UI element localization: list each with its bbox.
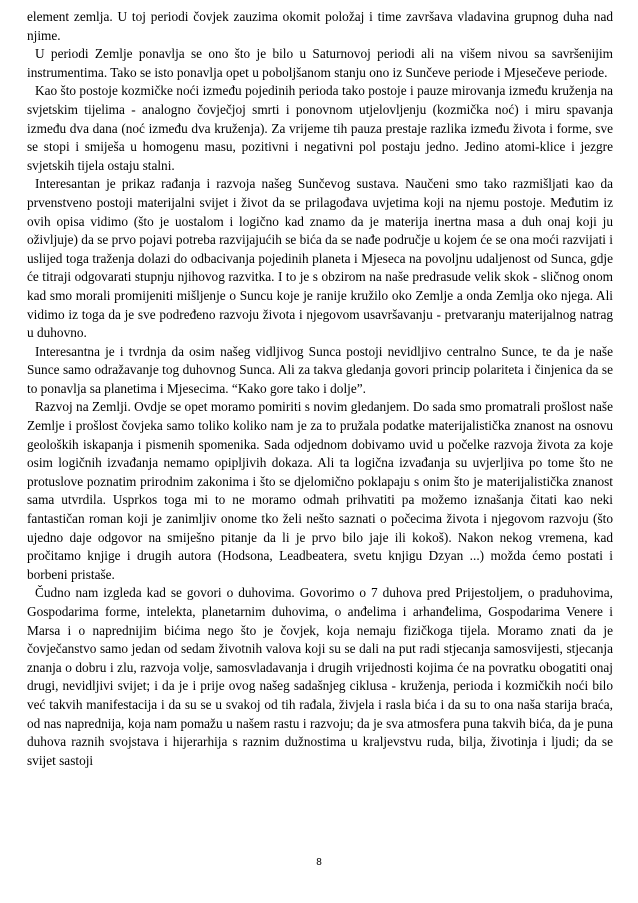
- document-page: [27, 8, 613, 770]
- paragraph-5: Interesantna je i tvrdnja da osim našeg vidljivog Sunca postoji nevidljivo centralno Sunce, te da je naše Sunce samo odražavanje tog duhovnog Sunca. Ali za takva gledanja govori princip polariteta i činjenica da se to ponavlja sa planetima i Mjesecima. “Kako gore tako i dolje”.: [27, 343, 613, 396]
- paragraph-2: U periodi Zemlje ponavlja se ono što je bilo u Saturnovoj periodi ali na višem nivou sa savršenijim instrumentima. Tako se isto ponavlja opet u poboljšanom stanju ono iz Sunčeve periode i Mjesečeve periode.: [27, 46, 613, 80]
- paragraph-1: element zemlja. U toj periodi čovjek zauzima okomit položaj i time završava vladavina grupnog duha nad njime.: [27, 9, 613, 43]
- paragraph-7: Čudno nam izgleda kad se govori o duhovima. Govorimo o 7 duhova pred Prijestoljem, o praduhovima, Gospodarima forme, intelekta, planetarnim duhovima, o anđelima i arhanđelima, Gospodarima Venere i Marsa i o naprednijim bićima nego što je čovjek, koja nemaju fizičkoga tijela. Moramo znati da je čovječanstvo samo jedan od sedam životnih valova koji su se dali na put radi stjecanja samosvijesti, stjecanja znanja o dobru i zlu, razvoja volje, samosvladavanja i drugih vrijednosti kojima će na povratku obogatiti onaj drugi, nevidljivi svijet; i da je i prije ovog našeg sadašnjeg ciklusa - kruženja, perioda i kozmičkih noći bilo već takvih manifestacija i da su se u svakoj od tih rađala, živjela i rasla bića i da su to ona naša starija braća, od nas naprednija, koja nam pomažu u našem rastu i razvoju; da je sva atmosfera puna takvih bića, da je puna duhova raznih svojstava i hijerarhija s raznim dužnostima u kraljevstvu ruda, bilja, životinja i ljudi; da se svijet sastoji: [27, 585, 613, 768]
- paragraph-4: Interesantan je prikaz rađanja i razvoja našeg Sunčevog sustava. Naučeni smo tako razmišljati kao da prvenstveno postoji materijalni svijet i život da se prilagođava uvjetima koji na njemu postoje. Međutim iz ovih opisa vidimo (što je uostalom i logično kad znamo da je materija inertna masa a duh onaj koji ju oživljuje) da se prvo pojavi potreba razvijajućih se bića da se nađe područje u kojem će se ona moći razvijati i uslijed toga traženja dolazi do odbacivanja pojedinih planeta i Mjeseca na povoljnu udaljenost od Sunca, gdje će titraji odgovarati stupnju njihovog razvitka. I to je s obzirom na naše predrasude velik skok - sličnog onom kad smo morali promijeniti mišljenje o Suncu koje je ranije kružilo oko Zemlje a onda Zemlja oko njega. Ali vidimo iz toga da je sve podređeno razvoju života i njegovom usavršavanju - pretvaranju materijalnog natrag u duhovno.: [27, 176, 613, 341]
- page-number: 8: [316, 857, 322, 868]
- paragraph-6: Razvoj na Zemlji. Ovdje se opet moramo pomiriti s novim gledanjem. Do sada smo promatrali prošlost naše Zemlje i prošlost čovjeka samo toliko koliko nam je za to pružala podatke materijalistička znanost na osnovu geoloških iskapanja i pismenih spomenika. Sada odjednom dobivamo uvid u počelke razvoja života za koje osim logičnih izvađanja nemamo opipljivih dokaza. Ali ta logična izvađanja su uvjerljiva po tome što ne protuslove poznatim prirodnim zakonima i što se djelomično poklapaju s onim što je materijalistička znanost sama utvrdila. Usprkos toga mi to ne moramo odmah prihvatiti pa možemo iznašanja čitati kao neki fantastičan roman koji je zanimljiv onome tko želi nešto saznati o počecima života i njegovom razvoju (što ujedno daje odgovor na smiješno pitanje da li je prvo bilo jaje ili kokoš). Nakon nekog vremena, kad pročitamo knjige i drugih autora (Hodsona, Leadbeatera, svetu knjigu Dzyan ...) možda ćemo postati i borbeni pristaše.: [27, 399, 613, 582]
- paragraph-3: Kao što postoje kozmičke noći između pojedinih perioda tako postoje i pauze mirovanja između kruženja na svjetskim tijelima - analogno čovječjoj smrti i ponovnom utjelovljenju (kozmička noć) i miru spavanja između dva dana (noć između dva kruženja). Za vrijeme tih pauza prestaje razlika između života i forme, sve se stopi i smiješa u homogenu masu, pozitivni i negativni pol postaju jedno. Jedino atomi-klice i jezgre svjetskih tijela ostaju stalni.: [27, 83, 613, 173]
